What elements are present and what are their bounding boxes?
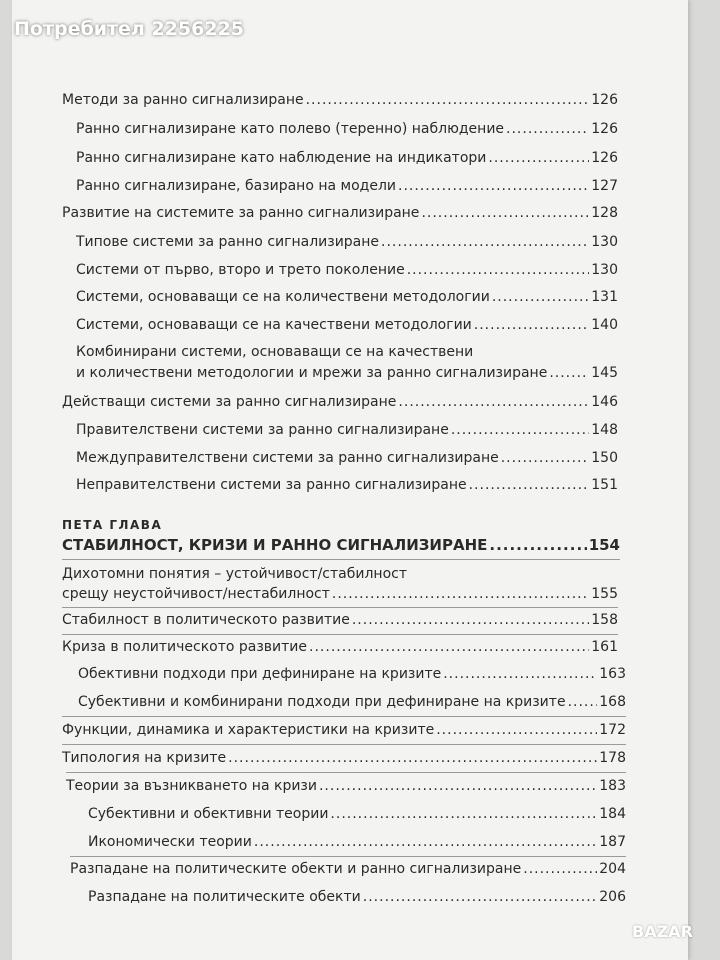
toc-entry (62, 92, 618, 108)
toc-leader-dots (398, 178, 589, 194)
toc-entry-page: 155 (591, 586, 618, 602)
toc-entry (62, 394, 618, 410)
toc-entry-page: 150 (591, 450, 618, 466)
toc-entry-page: 128 (591, 205, 618, 221)
toc-leader-dots (474, 317, 589, 333)
toc-entry-title: Системи от първо, второ и трето поколение (76, 262, 405, 278)
toc-leader-dots (489, 536, 586, 554)
toc-leader-dots (407, 262, 590, 278)
chapter-page: 154 (588, 536, 620, 554)
chapter-label: ПЕТА ГЛАВА (62, 518, 163, 532)
toc-entry (76, 422, 618, 438)
toc-entry-page: 130 (591, 262, 618, 278)
toc-entry (88, 806, 626, 822)
toc-leader-dots (501, 450, 590, 466)
toc-leader-dots (309, 639, 589, 655)
toc-entry-title: Ранно сигнализиране като полево (теренно) наблюдение (76, 121, 505, 137)
toc-entry-title: Икономически теории (88, 834, 252, 850)
chapter-divider (62, 559, 620, 560)
toc-entry (78, 694, 626, 710)
toc-entry (76, 289, 618, 305)
toc-entry-title: Действащи системи за ранно сигнализиране (62, 394, 397, 410)
toc-leader-dots (451, 422, 589, 438)
toc-entry (76, 317, 618, 333)
toc-entry-title-line2: срещу неустойчивост/нестабилност (62, 586, 330, 602)
toc-entry-page: 168 (599, 694, 626, 710)
toc-entry-page: 140 (591, 317, 618, 333)
toc-entry-title: Системи, основаващи се на качествени методологии (76, 317, 472, 333)
toc-entry-page: 126 (591, 121, 618, 137)
toc-entry-page: 151 (591, 477, 618, 493)
toc-entry-title: Развитие на системите за ранно сигнализиране (62, 205, 420, 221)
toc-entry (76, 262, 618, 278)
toc-entry-multiline (62, 566, 618, 602)
toc-leader-dots (549, 365, 589, 381)
toc-entry-title: Обективни подходи при дефиниране на кризите (78, 666, 442, 682)
toc-entry-title: Системи, основаващи се на количествени методологии (76, 289, 490, 305)
entry-divider (62, 716, 626, 717)
toc-entry (66, 778, 626, 794)
toc-entry-page: 163 (599, 666, 626, 682)
toc-leader-dots (398, 394, 589, 410)
toc-leader-dots (363, 889, 598, 905)
toc-leader-dots (469, 477, 590, 493)
toc-entry-page: 126 (591, 92, 618, 108)
toc-entry-page: 184 (599, 806, 626, 822)
toc-leader-dots (568, 694, 598, 710)
toc-entry-page: 183 (599, 778, 626, 794)
toc-leader-dots (254, 834, 597, 850)
toc-entry-page: 172 (599, 722, 626, 738)
toc-entry (76, 234, 618, 250)
toc-entry-page: 146 (591, 394, 618, 410)
toc-entry-title-line1: Дихотомни понятия – устойчивост/стабилност (62, 566, 407, 582)
toc-entry-title: Теории за възникването на кризи (66, 778, 317, 794)
entry-divider (62, 744, 626, 745)
toc-entry-page: 127 (591, 178, 618, 194)
toc-leader-dots (228, 750, 597, 766)
toc-leader-dots (421, 205, 589, 221)
toc-leader-dots (506, 121, 589, 137)
toc-entry-title: Функции, динамика и характеристики на кризите (62, 722, 435, 738)
toc-leader-dots (488, 150, 589, 166)
toc-entry-title: Методи за ранно сигнализиране (62, 92, 304, 108)
entry-divider (62, 607, 618, 608)
entry-divider (70, 856, 626, 857)
toc-leader-dots (436, 722, 597, 738)
toc-entry-page: 148 (591, 422, 618, 438)
toc-entry-title: Криза в политическото развитие (62, 639, 308, 655)
toc-entry-page: 161 (591, 639, 618, 655)
toc-entry (76, 477, 618, 493)
toc-entry-multiline (76, 344, 618, 381)
toc-leader-dots (492, 289, 589, 305)
toc-entry-page: 178 (599, 750, 626, 766)
toc-leader-dots (523, 861, 597, 877)
toc-entry (76, 150, 618, 166)
chapter-title: СТАБИЛНОСТ, КРИЗИ И РАННО СИГНАЛИЗИРАНЕ (62, 536, 488, 554)
toc-entry (62, 722, 626, 738)
entry-divider (66, 772, 626, 773)
toc-leader-dots (381, 234, 589, 250)
toc-leader-dots (330, 806, 597, 822)
toc-entry-title: Неправителствени системи за ранно сигнализиране (76, 477, 467, 493)
toc-entry-title: Типология на кризите (62, 750, 227, 766)
toc-leader-dots (332, 586, 589, 602)
toc-entry (76, 450, 618, 466)
toc-entry (88, 889, 626, 905)
entry-divider (62, 634, 618, 635)
toc-entry-page: 187 (599, 834, 626, 850)
toc-entry-page: 158 (591, 612, 618, 628)
toc-entry-page: 131 (591, 289, 618, 305)
toc-entry (76, 121, 618, 137)
chapter-title-row (62, 536, 620, 554)
toc-entry (70, 861, 626, 877)
toc-leader-dots (443, 666, 597, 682)
toc-entry-title: Типове системи за ранно сигнализиране (76, 234, 380, 250)
toc-entry-title-line2: и количествени методологии и мрежи за ранно сигнализиране (76, 365, 548, 381)
toc-entry-title: Ранно сигнализиране, базирано на модели (76, 178, 396, 194)
toc-entry (62, 612, 618, 628)
toc-entry (62, 639, 618, 655)
toc-entry-title: Ранно сигнализиране като наблюдение на индикатори (76, 150, 487, 166)
toc-entry-title: Междуправителствени системи за ранно сигнализиране (76, 450, 499, 466)
username-watermark: Потребител 2256225 (14, 18, 245, 40)
toc-entry (78, 666, 626, 682)
toc-entry (76, 178, 618, 194)
toc-entry-title: Субективни и обективни теории (88, 806, 329, 822)
toc-entry-title: Разпадане на политическите обекти и ранно сигнализиране (70, 861, 522, 877)
toc-entry-page: 126 (591, 150, 618, 166)
toc-entry-page: 145 (591, 365, 618, 381)
bazar-logo: BAZAR (632, 922, 693, 941)
toc-entry-page: 204 (599, 861, 626, 877)
toc-entry-title: Правителствени системи за ранно сигнализиране (76, 422, 449, 438)
toc-entry (88, 834, 626, 850)
toc-leader-dots (306, 92, 590, 108)
toc-leader-dots (319, 778, 597, 794)
toc-entry (62, 205, 618, 221)
toc-entry-page: 206 (599, 889, 626, 905)
toc-leader-dots (352, 612, 589, 628)
toc-entry (62, 750, 626, 766)
toc-entry-title-line1: Комбинирани системи, основаващи се на качествени (76, 344, 474, 360)
toc-entry-title: Стабилност в политическото развитие (62, 612, 350, 628)
toc-entry-page: 130 (591, 234, 618, 250)
toc-entry-title: Разпадане на политическите обекти (88, 889, 361, 905)
toc-entry-title: Субективни и комбинирани подходи при дефиниране на кризите (78, 694, 566, 710)
